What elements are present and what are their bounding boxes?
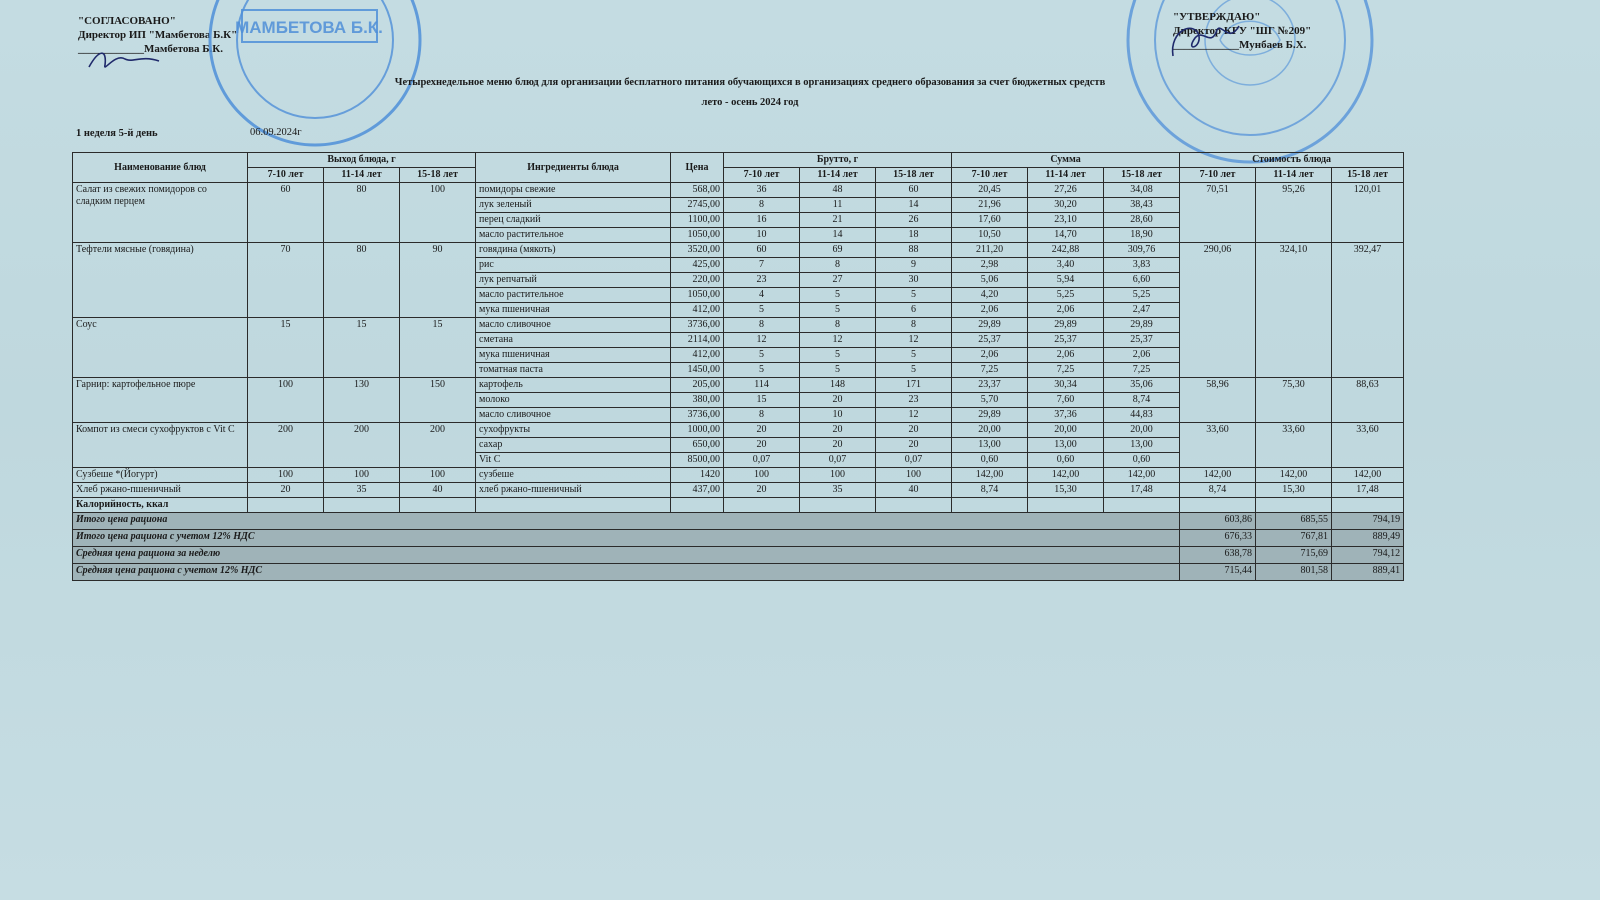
ingredient-price: 205,00 [671, 378, 724, 393]
dish-cost: 58,96 [1180, 378, 1256, 423]
ingredient-sum: 35,06 [1104, 378, 1180, 393]
dish-yield: 70 [248, 243, 324, 318]
ingredient-brutto: 20 [876, 423, 952, 438]
ingredient-sum: 14,70 [1028, 228, 1104, 243]
ingredient-sum: 2,06 [952, 303, 1028, 318]
ingredient-sum: 0,60 [952, 453, 1028, 468]
ingredient-sum: 29,89 [952, 408, 1028, 423]
ingredient-sum: 0,60 [1104, 453, 1180, 468]
ingredient-name: картофель [476, 378, 671, 393]
ingredient-brutto: 11 [800, 198, 876, 213]
ingredient-price: 3736,00 [671, 408, 724, 423]
total-value: 794,12 [1332, 547, 1404, 564]
ingredient-sum: 44,83 [1104, 408, 1180, 423]
dish-yield: 90 [400, 243, 476, 318]
ingredient-sum: 20,45 [952, 183, 1028, 198]
dish-cost: 142,00 [1256, 468, 1332, 483]
header-yield-age-11-14: 11-14 лет [324, 168, 400, 183]
empty-cell [952, 498, 1028, 513]
ingredient-sum: 13,00 [1028, 438, 1104, 453]
dish-cost: 95,26 [1256, 183, 1332, 243]
ingredient-brutto: 0,07 [876, 453, 952, 468]
ingredient-price: 1420 [671, 468, 724, 483]
dish-cost: 33,60 [1256, 423, 1332, 468]
ingredient-name: масло растительное [476, 228, 671, 243]
ingredient-price: 8500,00 [671, 453, 724, 468]
ingredient-price: 3736,00 [671, 318, 724, 333]
ingredient-sum: 23,37 [952, 378, 1028, 393]
ingredient-sum: 28,60 [1104, 213, 1180, 228]
ingredient-price: 1050,00 [671, 288, 724, 303]
ingredient-sum: 211,20 [952, 243, 1028, 258]
ingredient-brutto: 40 [876, 483, 952, 498]
total-row [73, 513, 1404, 530]
approval-right-title: "УТВЕРЖДАЮ" [1173, 11, 1261, 23]
ingredient-sum: 5,25 [1028, 288, 1104, 303]
ingredient-price: 1100,00 [671, 213, 724, 228]
calories-label: Калорийность, ккал [73, 498, 248, 513]
ingredient-brutto: 6 [876, 303, 952, 318]
ingredient-price: 425,00 [671, 258, 724, 273]
ingredient-price: 220,00 [671, 273, 724, 288]
empty-cell [248, 498, 324, 513]
ingredient-brutto: 114 [724, 378, 800, 393]
ingredient-sum: 10,50 [952, 228, 1028, 243]
dish-name: Сузбеше *(Йогурт) [73, 468, 248, 483]
ingredient-brutto: 5 [800, 348, 876, 363]
dish-cost: 8,74 [1180, 483, 1256, 498]
dish-cost: 392,47 [1332, 243, 1404, 378]
header-cost-age-7-10: 7-10 лет [1180, 168, 1256, 183]
header-yield-age-7-10: 7-10 лет [248, 168, 324, 183]
total-value: 767,81 [1256, 530, 1332, 547]
ingredient-name: сухофрукты [476, 423, 671, 438]
ingredient-sum: 13,00 [1104, 438, 1180, 453]
ingredient-brutto: 5 [800, 363, 876, 378]
ingredient-brutto: 88 [876, 243, 952, 258]
ingredient-brutto: 20 [800, 393, 876, 408]
ingredient-sum: 2,06 [1104, 348, 1180, 363]
total-value: 715,44 [1180, 564, 1256, 581]
ingredient-sum: 23,10 [1028, 213, 1104, 228]
total-label: Средняя цена рациона с учетом 12% НДС [73, 564, 1180, 581]
menu-table [72, 152, 1404, 581]
ingredient-brutto: 8 [876, 318, 952, 333]
header-brutto: Брутто, г [724, 153, 952, 168]
ingredient-brutto: 69 [800, 243, 876, 258]
document-title-line2: лето - осень 2024 год [701, 97, 799, 108]
ingredient-sum: 5,94 [1028, 273, 1104, 288]
header-yield-age-15-18: 15-18 лет [400, 168, 476, 183]
right-signature [1165, 18, 1245, 63]
ingredient-brutto: 5 [800, 288, 876, 303]
empty-cell [671, 498, 724, 513]
ingredient-brutto: 23 [876, 393, 952, 408]
ingredient-sum: 18,90 [1104, 228, 1180, 243]
ingredient-brutto: 14 [800, 228, 876, 243]
ingredient-sum: 37,36 [1028, 408, 1104, 423]
dish-cost: 142,00 [1332, 468, 1404, 483]
ingredient-row [73, 378, 1404, 393]
ingredient-price: 568,00 [671, 183, 724, 198]
ingredient-name: сметана [476, 333, 671, 348]
dish-yield: 200 [400, 423, 476, 468]
dish-yield: 40 [400, 483, 476, 498]
ingredient-sum: 7,25 [1028, 363, 1104, 378]
ingredient-brutto: 20 [724, 438, 800, 453]
dish-yield: 15 [248, 318, 324, 378]
ingredient-name: молоко [476, 393, 671, 408]
ingredient-sum: 2,98 [952, 258, 1028, 273]
dish-yield: 100 [248, 468, 324, 483]
ingredient-brutto: 23 [724, 273, 800, 288]
empty-cell [1104, 498, 1180, 513]
dish-cost: 33,60 [1180, 423, 1256, 468]
ingredient-brutto: 35 [800, 483, 876, 498]
approval-left-title: "СОГЛАСОВАНО" [78, 15, 176, 27]
ingredient-row [73, 243, 1404, 258]
ingredient-sum: 25,37 [1028, 333, 1104, 348]
header-cost-age-15-18: 15-18 лет [1332, 168, 1404, 183]
ingredient-sum: 30,34 [1028, 378, 1104, 393]
ingredient-sum: 5,25 [1104, 288, 1180, 303]
total-label: Итого цена рациона с учетом 12% НДС [73, 530, 1180, 547]
ingredient-sum: 15,30 [1028, 483, 1104, 498]
ingredient-brutto: 20 [724, 423, 800, 438]
ingredient-sum: 20,00 [1104, 423, 1180, 438]
menu-table-header [73, 153, 1404, 183]
ingredient-sum: 25,37 [1104, 333, 1180, 348]
ingredient-brutto: 5 [876, 348, 952, 363]
empty-cell [1256, 498, 1332, 513]
dish-yield: 80 [324, 183, 400, 243]
total-value: 889,41 [1332, 564, 1404, 581]
ingredient-brutto: 0,07 [800, 453, 876, 468]
dish-cost: 70,51 [1180, 183, 1256, 243]
ingredient-sum: 34,08 [1104, 183, 1180, 198]
ingredient-row [73, 423, 1404, 438]
dish-cost: 324,10 [1256, 243, 1332, 378]
ingredient-sum: 27,26 [1028, 183, 1104, 198]
ingredient-sum: 2,06 [1028, 303, 1104, 318]
dish-name: Хлеб ржано-пшеничный [73, 483, 248, 498]
ingredient-brutto: 8 [800, 258, 876, 273]
dish-yield: 200 [324, 423, 400, 468]
ingredient-brutto: 100 [724, 468, 800, 483]
ingredient-brutto: 8 [800, 318, 876, 333]
empty-cell [724, 498, 800, 513]
calories-row [73, 498, 1404, 513]
empty-cell [400, 498, 476, 513]
dish-cost: 15,30 [1256, 483, 1332, 498]
ingredient-brutto: 12 [800, 333, 876, 348]
ingredient-sum: 8,74 [952, 483, 1028, 498]
ingredient-name: перец сладкий [476, 213, 671, 228]
ingredient-sum: 20,00 [1028, 423, 1104, 438]
ingredient-brutto: 5 [800, 303, 876, 318]
left-signature [85, 45, 165, 75]
ingredient-brutto: 16 [724, 213, 800, 228]
header-brutto-age-7-10: 7-10 лет [724, 168, 800, 183]
ingredient-sum: 7,25 [1104, 363, 1180, 378]
ingredient-price: 3520,00 [671, 243, 724, 258]
header-price: Цена [671, 153, 724, 183]
ingredient-sum: 13,00 [952, 438, 1028, 453]
ingredient-brutto: 148 [800, 378, 876, 393]
approval-left-position: Директор ИП "Мамбетова Б.К" [78, 29, 238, 41]
dish-cost: 75,30 [1256, 378, 1332, 423]
ingredient-brutto: 8 [724, 408, 800, 423]
ingredient-sum: 29,89 [1028, 318, 1104, 333]
ingredient-brutto: 27 [800, 273, 876, 288]
ingredient-sum: 7,60 [1028, 393, 1104, 408]
total-value: 801,58 [1256, 564, 1332, 581]
header-yield: Выход блюда, г [248, 153, 476, 168]
ingredient-brutto: 5 [724, 363, 800, 378]
dish-yield: 100 [400, 183, 476, 243]
ingredient-brutto: 30 [876, 273, 952, 288]
ingredient-sum: 38,43 [1104, 198, 1180, 213]
empty-cell [876, 498, 952, 513]
header-sum: Сумма [952, 153, 1180, 168]
ingredient-name: рис [476, 258, 671, 273]
empty-cell [324, 498, 400, 513]
ingredient-brutto: 100 [876, 468, 952, 483]
total-label: Средняя цена рациона за неделю [73, 547, 1180, 564]
ingredient-price: 1450,00 [671, 363, 724, 378]
ingredient-name: хлеб ржано-пшеничный [476, 483, 671, 498]
ingredient-sum: 29,89 [952, 318, 1028, 333]
ingredient-brutto: 8 [724, 198, 800, 213]
ingredient-brutto: 4 [724, 288, 800, 303]
ingredient-sum: 142,00 [1104, 468, 1180, 483]
ingredient-sum: 17,60 [952, 213, 1028, 228]
ingredient-name: Vit C [476, 453, 671, 468]
ingredient-price: 650,00 [671, 438, 724, 453]
dish-name: Компот из смеси сухофруктов с Vit С [73, 423, 248, 468]
empty-cell [1028, 498, 1104, 513]
approval-right-position: Директор КГУ "ШГ №209" [1173, 25, 1312, 37]
ingredient-sum: 17,48 [1104, 483, 1180, 498]
header-brutto-age-15-18: 15-18 лет [876, 168, 952, 183]
header-cost: Стоимость блюда [1180, 153, 1404, 168]
dish-name: Салат из свежих помидоров со сладким перцем [73, 183, 248, 243]
ingredient-brutto: 5 [724, 303, 800, 318]
ingredient-brutto: 20 [800, 423, 876, 438]
ingredient-sum: 6,60 [1104, 273, 1180, 288]
ingredient-brutto: 60 [724, 243, 800, 258]
ingredient-sum: 142,00 [1028, 468, 1104, 483]
ingredient-price: 2745,00 [671, 198, 724, 213]
header-dish: Наименование блюд [73, 153, 248, 183]
ingredient-brutto: 12 [876, 333, 952, 348]
ingredient-sum: 5,70 [952, 393, 1028, 408]
ingredient-brutto: 20 [724, 483, 800, 498]
total-label: Итого цена рациона [73, 513, 1180, 530]
ingredient-sum: 0,60 [1028, 453, 1104, 468]
ingredient-name: лук зеленый [476, 198, 671, 213]
ingredient-brutto: 10 [800, 408, 876, 423]
dish-yield: 100 [400, 468, 476, 483]
ingredient-brutto: 60 [876, 183, 952, 198]
total-value: 794,19 [1332, 513, 1404, 530]
ingredient-price: 380,00 [671, 393, 724, 408]
header-cost-age-11-14: 11-14 лет [1256, 168, 1332, 183]
total-value: 676,33 [1180, 530, 1256, 547]
empty-cell [476, 498, 671, 513]
empty-cell [1332, 498, 1404, 513]
ingredient-name: мука пшеничная [476, 348, 671, 363]
empty-cell [1180, 498, 1256, 513]
ingredient-name: томатная паста [476, 363, 671, 378]
ingredient-price: 2114,00 [671, 333, 724, 348]
ingredient-brutto: 20 [876, 438, 952, 453]
dish-yield: 15 [400, 318, 476, 378]
ingredient-name: сузбеше [476, 468, 671, 483]
ingredient-name: говядина (мякоть) [476, 243, 671, 258]
ingredient-brutto: 5 [876, 288, 952, 303]
ingredient-price: 1000,00 [671, 423, 724, 438]
ingredient-sum: 7,25 [952, 363, 1028, 378]
total-value: 715,69 [1256, 547, 1332, 564]
ingredient-name: масло растительное [476, 288, 671, 303]
ingredient-brutto: 48 [800, 183, 876, 198]
ingredient-sum: 30,20 [1028, 198, 1104, 213]
ingredient-brutto: 0,07 [724, 453, 800, 468]
empty-cell [800, 498, 876, 513]
dish-yield: 200 [248, 423, 324, 468]
week-day-label: 1 неделя 5-й день [76, 128, 158, 139]
dish-yield: 150 [400, 378, 476, 423]
dish-yield: 80 [324, 243, 400, 318]
ingredient-price: 412,00 [671, 303, 724, 318]
header-brutto-age-11-14: 11-14 лет [800, 168, 876, 183]
total-value: 638,78 [1180, 547, 1256, 564]
ingredient-price: 437,00 [671, 483, 724, 498]
ingredient-brutto: 10 [724, 228, 800, 243]
dish-yield: 130 [324, 378, 400, 423]
dish-name: Тефтели мясные (говядина) [73, 243, 248, 318]
ingredient-price: 412,00 [671, 348, 724, 363]
ingredient-name: мука пшеничная [476, 303, 671, 318]
total-row [73, 547, 1404, 564]
dish-cost: 88,63 [1332, 378, 1404, 423]
ingredient-sum: 309,76 [1104, 243, 1180, 258]
ingredient-price: 1050,00 [671, 228, 724, 243]
date-label: 06.09.2024г [250, 127, 302, 138]
ingredient-name: лук репчатый [476, 273, 671, 288]
total-row [73, 564, 1404, 581]
header-sum-age-7-10: 7-10 лет [952, 168, 1028, 183]
ingredient-brutto: 9 [876, 258, 952, 273]
dish-cost: 120,01 [1332, 183, 1404, 243]
ingredient-brutto: 26 [876, 213, 952, 228]
dish-name: Соус [73, 318, 248, 378]
ingredient-sum: 5,06 [952, 273, 1028, 288]
ingredient-sum: 142,00 [952, 468, 1028, 483]
dish-cost: 142,00 [1180, 468, 1256, 483]
ingredient-brutto: 21 [800, 213, 876, 228]
ingredient-brutto: 7 [724, 258, 800, 273]
ingredient-brutto: 18 [876, 228, 952, 243]
ingredient-name: сахар [476, 438, 671, 453]
ingredient-sum: 242,88 [1028, 243, 1104, 258]
total-value: 685,55 [1256, 513, 1332, 530]
total-value: 889,49 [1332, 530, 1404, 547]
header-sum-age-15-18: 15-18 лет [1104, 168, 1180, 183]
document-title [250, 73, 1250, 113]
ingredient-sum: 2,47 [1104, 303, 1180, 318]
ingredient-brutto: 8 [724, 318, 800, 333]
ingredient-brutto: 5 [876, 363, 952, 378]
dish-cost: 33,60 [1332, 423, 1404, 468]
header-ingredients: Ингредиенты блюда [476, 153, 671, 183]
ingredient-sum: 21,96 [952, 198, 1028, 213]
dish-yield: 35 [324, 483, 400, 498]
menu-table-body [73, 183, 1404, 581]
ingredient-row [73, 468, 1404, 483]
ingredient-row [73, 183, 1404, 198]
ingredient-name: помидоры свежие [476, 183, 671, 198]
ingredient-brutto: 20 [800, 438, 876, 453]
dish-yield: 100 [248, 378, 324, 423]
ingredient-name: масло сливочное [476, 318, 671, 333]
ingredient-sum: 2,06 [952, 348, 1028, 363]
dish-yield: 20 [248, 483, 324, 498]
ingredient-brutto: 36 [724, 183, 800, 198]
approval-left-signature-line: ____________Мамбетова Б.К. [78, 43, 224, 55]
ingredient-sum: 4,20 [952, 288, 1028, 303]
dish-yield: 15 [324, 318, 400, 378]
ingredient-brutto: 100 [800, 468, 876, 483]
ingredient-name: масло сливочное [476, 408, 671, 423]
dish-yield: 60 [248, 183, 324, 243]
approval-right-signature-line: ____________Мунбаев Б.Х. [1173, 39, 1307, 51]
ingredient-brutto: 12 [876, 408, 952, 423]
ingredient-sum: 25,37 [952, 333, 1028, 348]
document-title-line1: Четырехнедельное меню блюд для организации бесплатного питания обучающихся в организациях среднего образования за счет бюджетных средств [394, 77, 1106, 88]
ingredient-sum: 3,40 [1028, 258, 1104, 273]
total-row [73, 530, 1404, 547]
ingredient-sum: 3,83 [1104, 258, 1180, 273]
ingredient-brutto: 15 [724, 393, 800, 408]
ingredient-sum: 29,89 [1104, 318, 1180, 333]
ingredient-brutto: 12 [724, 333, 800, 348]
dish-yield: 100 [324, 468, 400, 483]
header-sum-age-11-14: 11-14 лет [1028, 168, 1104, 183]
dish-name: Гарнир: картофельное пюре [73, 378, 248, 423]
dish-cost: 17,48 [1332, 483, 1404, 498]
left-stamp-text: МАМБЕТОВА Б.К. [235, 18, 383, 37]
ingredient-sum: 20,00 [952, 423, 1028, 438]
dish-cost: 290,06 [1180, 243, 1256, 378]
ingredient-sum: 2,06 [1028, 348, 1104, 363]
ingredient-brutto: 5 [724, 348, 800, 363]
ingredient-brutto: 14 [876, 198, 952, 213]
ingredient-brutto: 171 [876, 378, 952, 393]
ingredient-row [73, 483, 1404, 498]
ingredient-sum: 8,74 [1104, 393, 1180, 408]
total-value: 603,86 [1180, 513, 1256, 530]
